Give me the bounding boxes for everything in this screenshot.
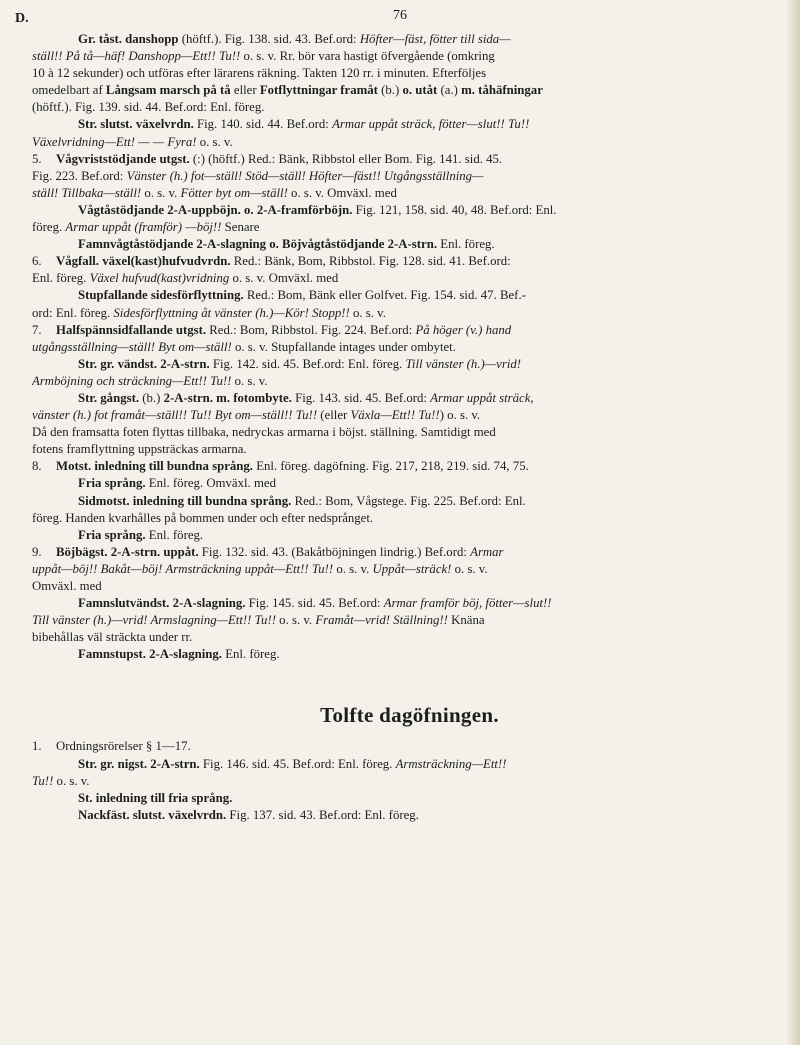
- body-text-span: o. s. v.: [231, 373, 268, 388]
- text-line: [32, 185, 787, 202]
- item-number: 7.: [32, 322, 42, 337]
- exercise-name: Stupfallande sidesförflyttning.: [78, 288, 244, 303]
- text-line: [32, 561, 787, 578]
- section-title-gap: [32, 730, 787, 738]
- command-text: Armar uppåt sträck, fötter—slut!! Tu!!: [332, 117, 530, 132]
- body-text-span: o. s. v. Omväxl. med: [287, 185, 397, 200]
- body-text-span: omedelbart af: [32, 83, 106, 98]
- command-text: Sidesförflyttning åt vänster (h.)—Kör! Stopp!!: [113, 305, 350, 320]
- text-line: [32, 305, 787, 322]
- text-line: [32, 646, 787, 663]
- command-text: Vänster (h.) fot—ställ! Stöd—ställ! Höfter—fäst!! Utgångsställning—: [126, 168, 484, 183]
- command-text: vänster (h.) fot framåt—ställ!! Tu!! Byt om—ställ!! Tu!!: [32, 408, 318, 423]
- numbered-text-line: [32, 738, 787, 755]
- exercise-name: Vågfall. växel(kast)hufvudvrdn.: [56, 254, 231, 269]
- command-text: Växla—Ett!! Tu!!: [350, 408, 440, 423]
- command-text: utgångsställning—ställ! Byt om—ställ!: [32, 339, 232, 354]
- text-line: [32, 756, 787, 773]
- body-text-span: Red.: Bom, Bänk eller Golfvet. Fig. 154. sid. 47. Bef.-: [243, 288, 526, 303]
- command-text: Armar uppåt (framför) —böj!!: [65, 220, 222, 235]
- numbered-text-line: [32, 458, 787, 475]
- text-line: [32, 390, 787, 407]
- command-text: Armböjning och sträckning—Ett!! Tu!!: [32, 373, 232, 388]
- text-line: [32, 373, 787, 390]
- text-line: [32, 612, 787, 629]
- exercise-name: Gr. tåst. danshopp: [78, 32, 179, 46]
- body-text: [32, 31, 787, 663]
- body-text-span: Enl. föreg.: [222, 647, 280, 662]
- section-gap: [32, 663, 787, 700]
- item-number: 8.: [32, 459, 42, 474]
- body-text-span: (höftf.). Fig. 139. sid. 44. Bef.ord: Enl. föreg.: [32, 100, 265, 115]
- body-text-span: ord: Enl. föreg.: [32, 305, 114, 320]
- text-line: [32, 578, 787, 595]
- body-text-span: Red.: Bänk, Bom, Ribbstol. Fig. 128. sid. 41. Bef.ord:: [230, 254, 511, 269]
- body-text-span: föreg.: [32, 220, 66, 235]
- text-line: [32, 99, 787, 116]
- body-text-span: Enl. föreg.: [145, 527, 204, 542]
- body-text-span: Fig. 121, 158. sid. 40, 48. Bef.ord: Enl.: [352, 202, 557, 217]
- text-line: [32, 807, 787, 824]
- exercise-name: Str. gångst.: [78, 390, 140, 405]
- command-text: Höfter—fäst, fötter till sida—: [359, 32, 511, 46]
- body-text-span: (b.): [139, 390, 164, 405]
- body-text-span: o. s. v.: [196, 134, 233, 149]
- page-number: 76: [393, 8, 407, 23]
- exercise-name: Fria språng.: [78, 476, 146, 491]
- command-text: ställ! Tillbaka—ställ!: [32, 185, 142, 200]
- exercise-name: Str. gr. vändst. 2-A-strn.: [78, 356, 210, 371]
- command-text: Armar framför böj, fötter—slut!!: [383, 596, 552, 611]
- exercise-name: Motst. inledning till bundna språng.: [56, 459, 253, 474]
- command-text: På höger (v.) hand: [415, 322, 512, 337]
- body-text-span: o. s. v. Rr. bör vara hastigt öfvergående (omkring: [240, 49, 495, 64]
- body-text-span: (a.): [437, 83, 462, 98]
- body-text-span: (eller: [317, 408, 351, 423]
- text-line: [32, 202, 787, 219]
- command-text: ställ!! På tå—häf! Danshopp—Ett!! Tu!!: [32, 49, 241, 64]
- item-number: 6.: [32, 254, 42, 269]
- numbered-text-line: [32, 544, 787, 561]
- exercise-name: Vågtåstödjande 2-A-uppböjn. o. 2-A-framförböjn.: [78, 202, 353, 217]
- body-text-span: Fig. 142. sid. 45. Bef.ord: Enl. föreg.: [209, 356, 406, 371]
- exercise-name: Fotflyttningar framåt: [259, 83, 378, 98]
- exercise-name: Str. gr. nigst. 2-A-strn.: [78, 756, 200, 771]
- command-text: uppåt—böj!! Bakåt—böj! Armsträckning uppåt—Ett!! Tu!!: [32, 561, 334, 576]
- body-text-span: Enl. föreg. Omväxl. med: [145, 476, 276, 491]
- body-text-span: Red.: Bom, Vågstege. Fig. 225. Bef.ord: Enl.: [291, 493, 526, 508]
- body-text-span: o. s. v.: [451, 561, 488, 576]
- text-line: [32, 441, 787, 458]
- command-text: Fötter byt om—ställ!: [180, 185, 288, 200]
- command-text: Uppåt—sträck!: [372, 561, 452, 576]
- body-text-span: Fig. 140. sid. 44. Bef.ord:: [193, 117, 333, 132]
- text-line: [32, 424, 787, 441]
- body-text-span: ) o. s. v.: [439, 408, 481, 423]
- command-text: Till vänster (h.)—vrid!: [405, 356, 522, 371]
- page-edge-shadow: [786, 0, 800, 1045]
- body-text-span: Knäna: [447, 613, 485, 628]
- text-line: [32, 407, 787, 424]
- body-text-span: (b.): [377, 83, 403, 98]
- text-line: [32, 219, 787, 236]
- body-text-span: (:) (höftf.) Red.: Bänk, Ribbstol eller Bom. Fig. 141. sid. 45.: [189, 151, 503, 166]
- body-text-span: Då den framsatta foten flyttas tillbaka, nedryckas armarna i böjst. ställning. Samtidigt med: [32, 425, 496, 440]
- body-text-span: o. s. v.: [275, 613, 316, 628]
- body-text-span: o. s. v.: [141, 185, 181, 200]
- text-line: [32, 629, 787, 646]
- command-text: Växelvridning—Ett! — — Fyra!: [32, 134, 197, 149]
- body-text-span: Ordningsrörelser § 1—17.: [56, 739, 191, 754]
- body-text-span: bibehållas väl sträckta under rr.: [32, 630, 193, 645]
- body-text-span: o. s. v. Stupfallande intages under ombytet.: [231, 339, 456, 354]
- text-line: [32, 134, 787, 151]
- numbered-text-line: [32, 322, 787, 339]
- page-content: [32, 31, 787, 824]
- text-line: [32, 527, 787, 544]
- text-line: [32, 356, 787, 373]
- item-number: 5.: [32, 151, 42, 166]
- body-text-span: Fig. 145. sid. 45. Bef.ord:: [245, 596, 384, 611]
- text-line: [32, 270, 787, 287]
- body-text-span: Red.: Bom, Ribbstol. Fig. 224. Bef.ord:: [206, 322, 416, 337]
- body-text-span: Fig. 223. Bef.ord:: [32, 168, 127, 183]
- item-number: 9.: [32, 544, 42, 559]
- body-text-span: o. s. v.: [53, 773, 90, 788]
- exercise-name: Sidmotst. inledning till bundna språng.: [78, 493, 292, 508]
- text-line: [32, 48, 787, 65]
- body-text-span: Omväxl. med: [32, 579, 102, 593]
- text-line: [32, 287, 787, 304]
- numbered-text-line: [32, 151, 787, 168]
- text-line: [32, 339, 787, 356]
- text-line: [32, 510, 787, 527]
- exercise-name: Fria språng.: [78, 527, 146, 542]
- body-text-span: Enl. föreg. dagöfning. Fig. 217, 218, 219. sid. 74, 75.: [253, 459, 529, 474]
- command-text: Till vänster (h.)—vrid! Armslagning—Ett!! Tu!!: [32, 613, 276, 628]
- exercise-name: 2-A-strn. m. fotombyte.: [163, 390, 292, 405]
- text-line: [32, 790, 787, 807]
- text-line: [32, 236, 787, 253]
- body-text-span: o. s. v.: [333, 561, 373, 576]
- text-line: [32, 773, 787, 790]
- body-text-span: eller: [230, 83, 260, 98]
- body-text-span: (höftf.). Fig. 138. sid. 43. Bef.ord:: [178, 32, 360, 46]
- command-text: Armar uppåt sträck,: [430, 390, 534, 405]
- item-number: 1.: [32, 739, 42, 754]
- command-text: Armsträckning—Ett!!: [395, 756, 507, 771]
- exercise-name: Vågvriststödjande utgst.: [56, 151, 190, 166]
- exercise-name: Halfspännsidfallande utgst.: [56, 322, 207, 337]
- body-text-span: Enl. föreg.: [437, 237, 495, 252]
- body-text-span: föreg. Handen kvarhålles på bommen under och efter nedsprånget.: [32, 510, 374, 525]
- exercise-name: m. tåhäfningar: [461, 83, 543, 98]
- body-text-span: Fig. 143. sid. 45. Bef.ord:: [291, 390, 431, 405]
- body-text-span: fotens framflyttning uppsträckas armarna.: [32, 442, 247, 457]
- command-text: Framåt—vrid! Ställning!!: [315, 613, 448, 628]
- exercise-name: o. utåt: [402, 83, 438, 98]
- body-text-span: Senare: [221, 220, 260, 235]
- exercise-name: Famnstupst. 2-A-slagning.: [78, 647, 222, 662]
- body-text-span: Fig. 137. sid. 43. Bef.ord: Enl. föreg.: [226, 807, 419, 822]
- exercise-name: Böjbägst. 2-A-strn. uppåt.: [56, 544, 199, 559]
- text-line: [32, 82, 787, 99]
- command-text: Armar: [470, 544, 504, 559]
- numbered-text-line: [32, 253, 787, 270]
- section-title: Tolfte dagöfningen.: [320, 703, 499, 728]
- exercise-name: Str. slutst. växelvrdn.: [78, 117, 194, 132]
- body-text-span: Fig. 132. sid. 43. (Bakåtböjningen lindrig.) Bef.ord:: [198, 544, 471, 559]
- exercise-name: Famnslutvändst. 2-A-slagning.: [78, 596, 246, 611]
- corner-mark: D.: [15, 11, 29, 26]
- exercise-name: Famnvågtåstödjande 2-A-slagning o. Böjvågtåstödjande 2-A-strn.: [78, 237, 438, 252]
- text-line: [32, 31, 787, 48]
- body-text-span: Fig. 146. sid. 45. Bef.ord: Enl. föreg.: [199, 756, 396, 771]
- command-text: Växel hufvud(kast)vridning: [89, 271, 230, 286]
- exercise-name: Nackfäst. slutst. växelvrdn.: [78, 807, 227, 822]
- command-text: Tu!!: [32, 773, 54, 788]
- text-line: [32, 116, 787, 133]
- body-text-span: o. s. v.: [349, 305, 386, 320]
- text-line: [32, 595, 787, 612]
- text-line: [32, 475, 787, 492]
- section-text: [32, 738, 787, 823]
- text-line: [32, 168, 787, 185]
- body-text-span: 10 à 12 sekunder) och utföras efter lärarens räkning. Takten 120 rr. i minuten. Efterföljes: [32, 66, 487, 81]
- exercise-name: St. inledning till fria språng.: [78, 790, 233, 805]
- body-text-span: Enl. föreg.: [32, 271, 90, 286]
- text-line: [32, 493, 787, 510]
- text-line: [32, 65, 787, 82]
- body-text-span: o. s. v. Omväxl. med: [229, 271, 339, 286]
- exercise-name: Långsam marsch på tå: [105, 83, 231, 98]
